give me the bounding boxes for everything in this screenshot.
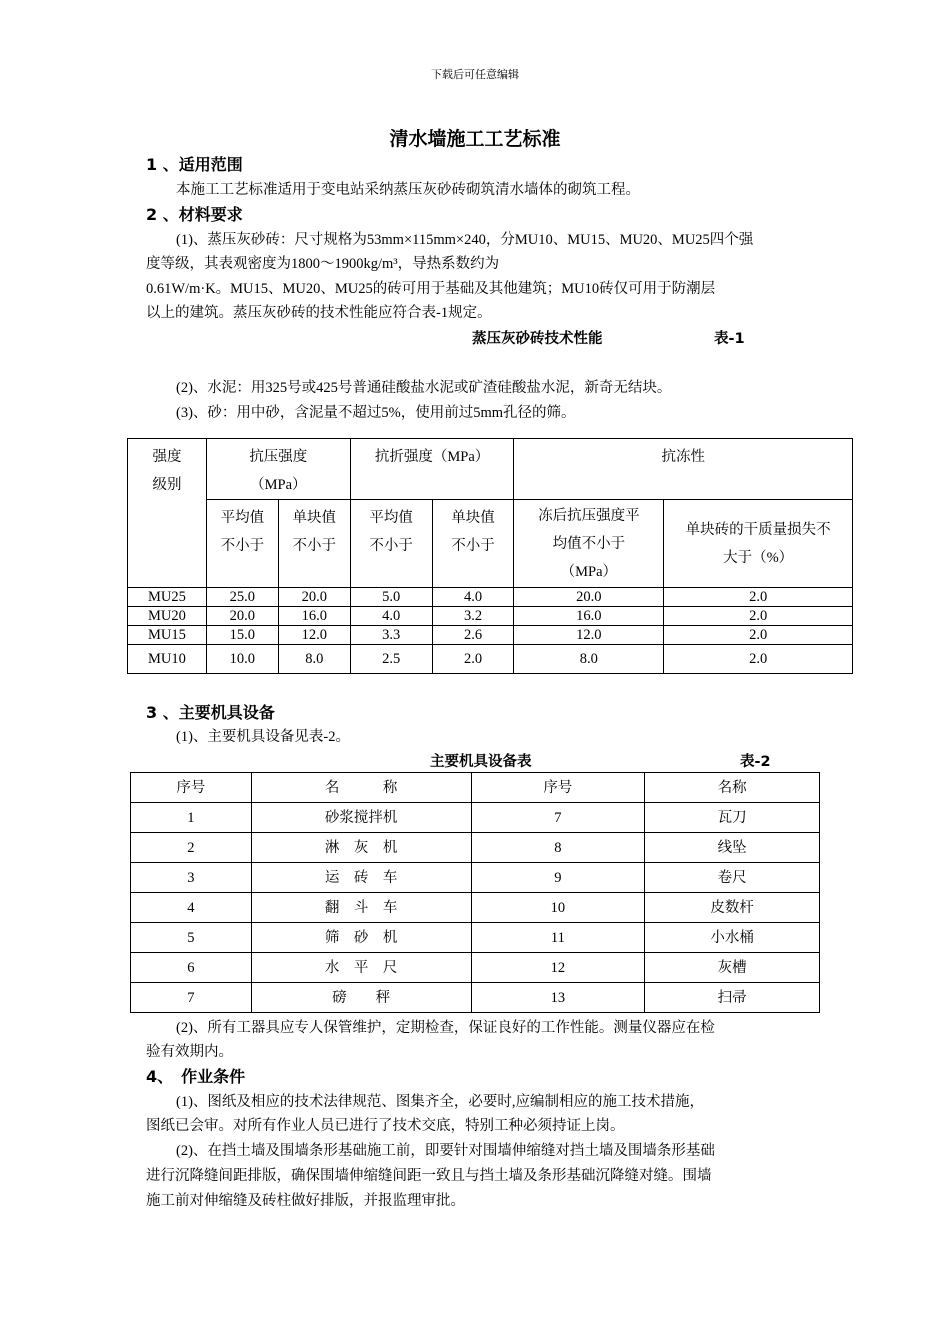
table-2-number: 表-2 bbox=[740, 754, 771, 770]
table-row bbox=[131, 863, 820, 893]
header-mass-loss: 单块砖的干质量损失不 大于（%） bbox=[664, 500, 853, 588]
table-cell: 卷尺 bbox=[645, 863, 820, 893]
table-row bbox=[131, 803, 820, 833]
table-cell: MU25 bbox=[128, 588, 207, 607]
header-frost: 抗冻性 bbox=[514, 439, 853, 500]
table-cell: 10 bbox=[471, 893, 645, 923]
table-cell: 12.0 bbox=[278, 626, 350, 645]
table-cell: 3.2 bbox=[432, 607, 514, 626]
section-1-text: 本施工工艺标准适用于变电站采纳蒸压灰砂砖砌筑清水墙体的砌筑工程。 bbox=[176, 182, 640, 198]
table-cell: 13 bbox=[471, 983, 645, 1013]
header-frost-compressive: 冻后抗压强度平 均值不小于 （MPa） bbox=[514, 500, 664, 588]
table-cell: 2 bbox=[131, 833, 252, 863]
table-row bbox=[128, 588, 853, 607]
table-cell: 2.5 bbox=[350, 645, 432, 674]
table-cell: 2.0 bbox=[432, 645, 514, 674]
table-cell: 2.0 bbox=[664, 588, 853, 607]
section-3-maintenance-line-1: (2)、所有工器具应专人保管维护，定期检查，保证良好的工作性能。测量仪器应在检 bbox=[176, 1020, 715, 1036]
table-cell: 2.0 bbox=[664, 607, 853, 626]
table-row bbox=[131, 893, 820, 923]
header-grade: 强度 级别 bbox=[128, 439, 207, 588]
table-cell: 3 bbox=[131, 863, 252, 893]
table-cell: 序号 bbox=[131, 773, 252, 803]
section-3-heading: 3 、主要机具设备 bbox=[146, 703, 275, 722]
table-cell: 8.0 bbox=[514, 645, 664, 674]
table-cell: 名称 bbox=[645, 773, 820, 803]
table-cell: 翻 斗 车 bbox=[251, 893, 471, 923]
table-cell: 11 bbox=[471, 923, 645, 953]
table-cell: 2.0 bbox=[664, 626, 853, 645]
table-cell: 16.0 bbox=[278, 607, 350, 626]
table-cell: 25.0 bbox=[206, 588, 278, 607]
table-cell: 2.0 bbox=[664, 645, 853, 674]
section-1-heading: 1 、适用范围 bbox=[146, 155, 243, 174]
table-cell: 线坠 bbox=[645, 833, 820, 863]
table-cell: 12 bbox=[471, 953, 645, 983]
section-4-line-4: 进行沉降缝间距排版，确保围墙伸缩缝间距一致且与挡土墙及条形基础沉降缝对缝。围墙 bbox=[146, 1168, 712, 1184]
equipment-table bbox=[130, 772, 820, 1013]
section-4-line-2: 图纸已会审。对所有作业人员已进行了技术交底，特别工种必须持证上岗。 bbox=[146, 1118, 625, 1134]
table-2-caption: 主要机具设备表 bbox=[430, 754, 532, 770]
section-4-heading: 4、 作业条件 bbox=[146, 1067, 246, 1086]
table-cell: 运 砖 车 bbox=[251, 863, 471, 893]
header-comp-avg: 平均值 不小于 bbox=[206, 500, 278, 588]
table-cell: 20.0 bbox=[206, 607, 278, 626]
table-cell: 15.0 bbox=[206, 626, 278, 645]
table-cell: 7 bbox=[131, 983, 252, 1013]
table-cell: 4 bbox=[131, 893, 252, 923]
section-4-line-5: 施工前对伸缩缝及砖柱做好排版，并报监理审批。 bbox=[146, 1193, 465, 1209]
section-4-line-1: (1)、图纸及相应的技术法律规范、图集齐全，必要时,应编制相应的施工技术措施， bbox=[176, 1094, 705, 1110]
table-row bbox=[128, 626, 853, 645]
table-cell: 小水桶 bbox=[645, 923, 820, 953]
table-cell: 10.0 bbox=[206, 645, 278, 674]
table-cell: 2.6 bbox=[432, 626, 514, 645]
table-1-number: 表-1 bbox=[714, 331, 745, 347]
header-flexural: 抗折强度（MPa） bbox=[350, 439, 514, 500]
table-cell: 3.3 bbox=[350, 626, 432, 645]
table-row bbox=[128, 607, 853, 626]
table-cell: 水 平 尺 bbox=[251, 953, 471, 983]
document-title: 清水墙施工工艺标准 bbox=[389, 128, 561, 150]
table-cell: 4.0 bbox=[432, 588, 514, 607]
section-2-line-1: (1)、蒸压灰砂砖：尺寸规格为53mm×115mm×240，分MU10、MU15、MU20、MU25四个强 bbox=[176, 232, 754, 248]
section-3-maintenance-line-2: 验有效期内。 bbox=[146, 1044, 233, 1060]
table-cell: 4.0 bbox=[350, 607, 432, 626]
header-compressive: 抗压强度 （MPa） bbox=[206, 439, 350, 500]
header-flex-single: 单块值 不小于 bbox=[432, 500, 514, 588]
table-cell: 瓦刀 bbox=[645, 803, 820, 833]
section-2-line-4: 以上的建筑。蒸压灰砂砖的技术性能应符合表-1规定。 bbox=[146, 305, 492, 321]
table-cell: 5 bbox=[131, 923, 252, 953]
section-2-cement: (2)、水泥：用325号或425号普通硅酸盐水泥或矿渣硅酸盐水泥，新奇无结块。 bbox=[176, 380, 672, 396]
table-cell: 8.0 bbox=[278, 645, 350, 674]
section-2-sand: (3)、砂：用中砂，含泥量不超过5%，使用前过5mm孔径的筛。 bbox=[176, 405, 576, 421]
table-cell: 12.0 bbox=[514, 626, 664, 645]
table-cell: 16.0 bbox=[514, 607, 664, 626]
table-row bbox=[131, 833, 820, 863]
table-cell: MU20 bbox=[128, 607, 207, 626]
table-cell: 名 称 bbox=[251, 773, 471, 803]
page-header: 下载后可任意编辑 bbox=[431, 68, 519, 81]
table-cell: 扫帚 bbox=[645, 983, 820, 1013]
table-cell: 5.0 bbox=[350, 588, 432, 607]
table-row bbox=[131, 953, 820, 983]
table-cell: 砂浆搅拌机 bbox=[251, 803, 471, 833]
table-cell: 8 bbox=[471, 833, 645, 863]
table-cell: 磅 秤 bbox=[251, 983, 471, 1013]
section-3-text: (1)、主要机具设备见表-2。 bbox=[176, 729, 350, 745]
section-2-heading: 2 、材料要求 bbox=[146, 205, 243, 224]
table-cell: 20.0 bbox=[278, 588, 350, 607]
table-cell: MU10 bbox=[128, 645, 207, 674]
table-cell: 6 bbox=[131, 953, 252, 983]
table-cell: 9 bbox=[471, 863, 645, 893]
table-cell: 筛 砂 机 bbox=[251, 923, 471, 953]
header-comp-single: 单块值 不小于 bbox=[278, 500, 350, 588]
table-cell: 20.0 bbox=[514, 588, 664, 607]
section-2-line-2: 度等级，其表观密度为1800～1900kg/m³，导热系数约为 bbox=[146, 256, 500, 272]
table-header-row bbox=[131, 773, 820, 803]
section-2-line-3: 0.61W/m·K。MU15、MU20、MU25的砖可用于基础及其他建筑；MU10砖仅可用于防潮层 bbox=[146, 281, 716, 297]
section-4-line-3: (2)、在挡土墙及围墙条形基础施工前，即要针对围墙伸缩缝对挡土墙及围墙条形基础 bbox=[176, 1143, 715, 1159]
table-cell: 皮数杆 bbox=[645, 893, 820, 923]
table-cell: 1 bbox=[131, 803, 252, 833]
table-cell: MU15 bbox=[128, 626, 207, 645]
table-row bbox=[131, 983, 820, 1013]
header-flex-avg: 平均值 不小于 bbox=[350, 500, 432, 588]
brick-performance-table bbox=[127, 438, 853, 674]
table-cell: 序号 bbox=[471, 773, 645, 803]
table-row bbox=[131, 923, 820, 953]
table-cell: 灰槽 bbox=[645, 953, 820, 983]
table-row bbox=[128, 645, 853, 674]
table-cell: 淋 灰 机 bbox=[251, 833, 471, 863]
table-cell: 7 bbox=[471, 803, 645, 833]
table-1-caption: 蒸压灰砂砖技术性能 bbox=[472, 331, 603, 347]
